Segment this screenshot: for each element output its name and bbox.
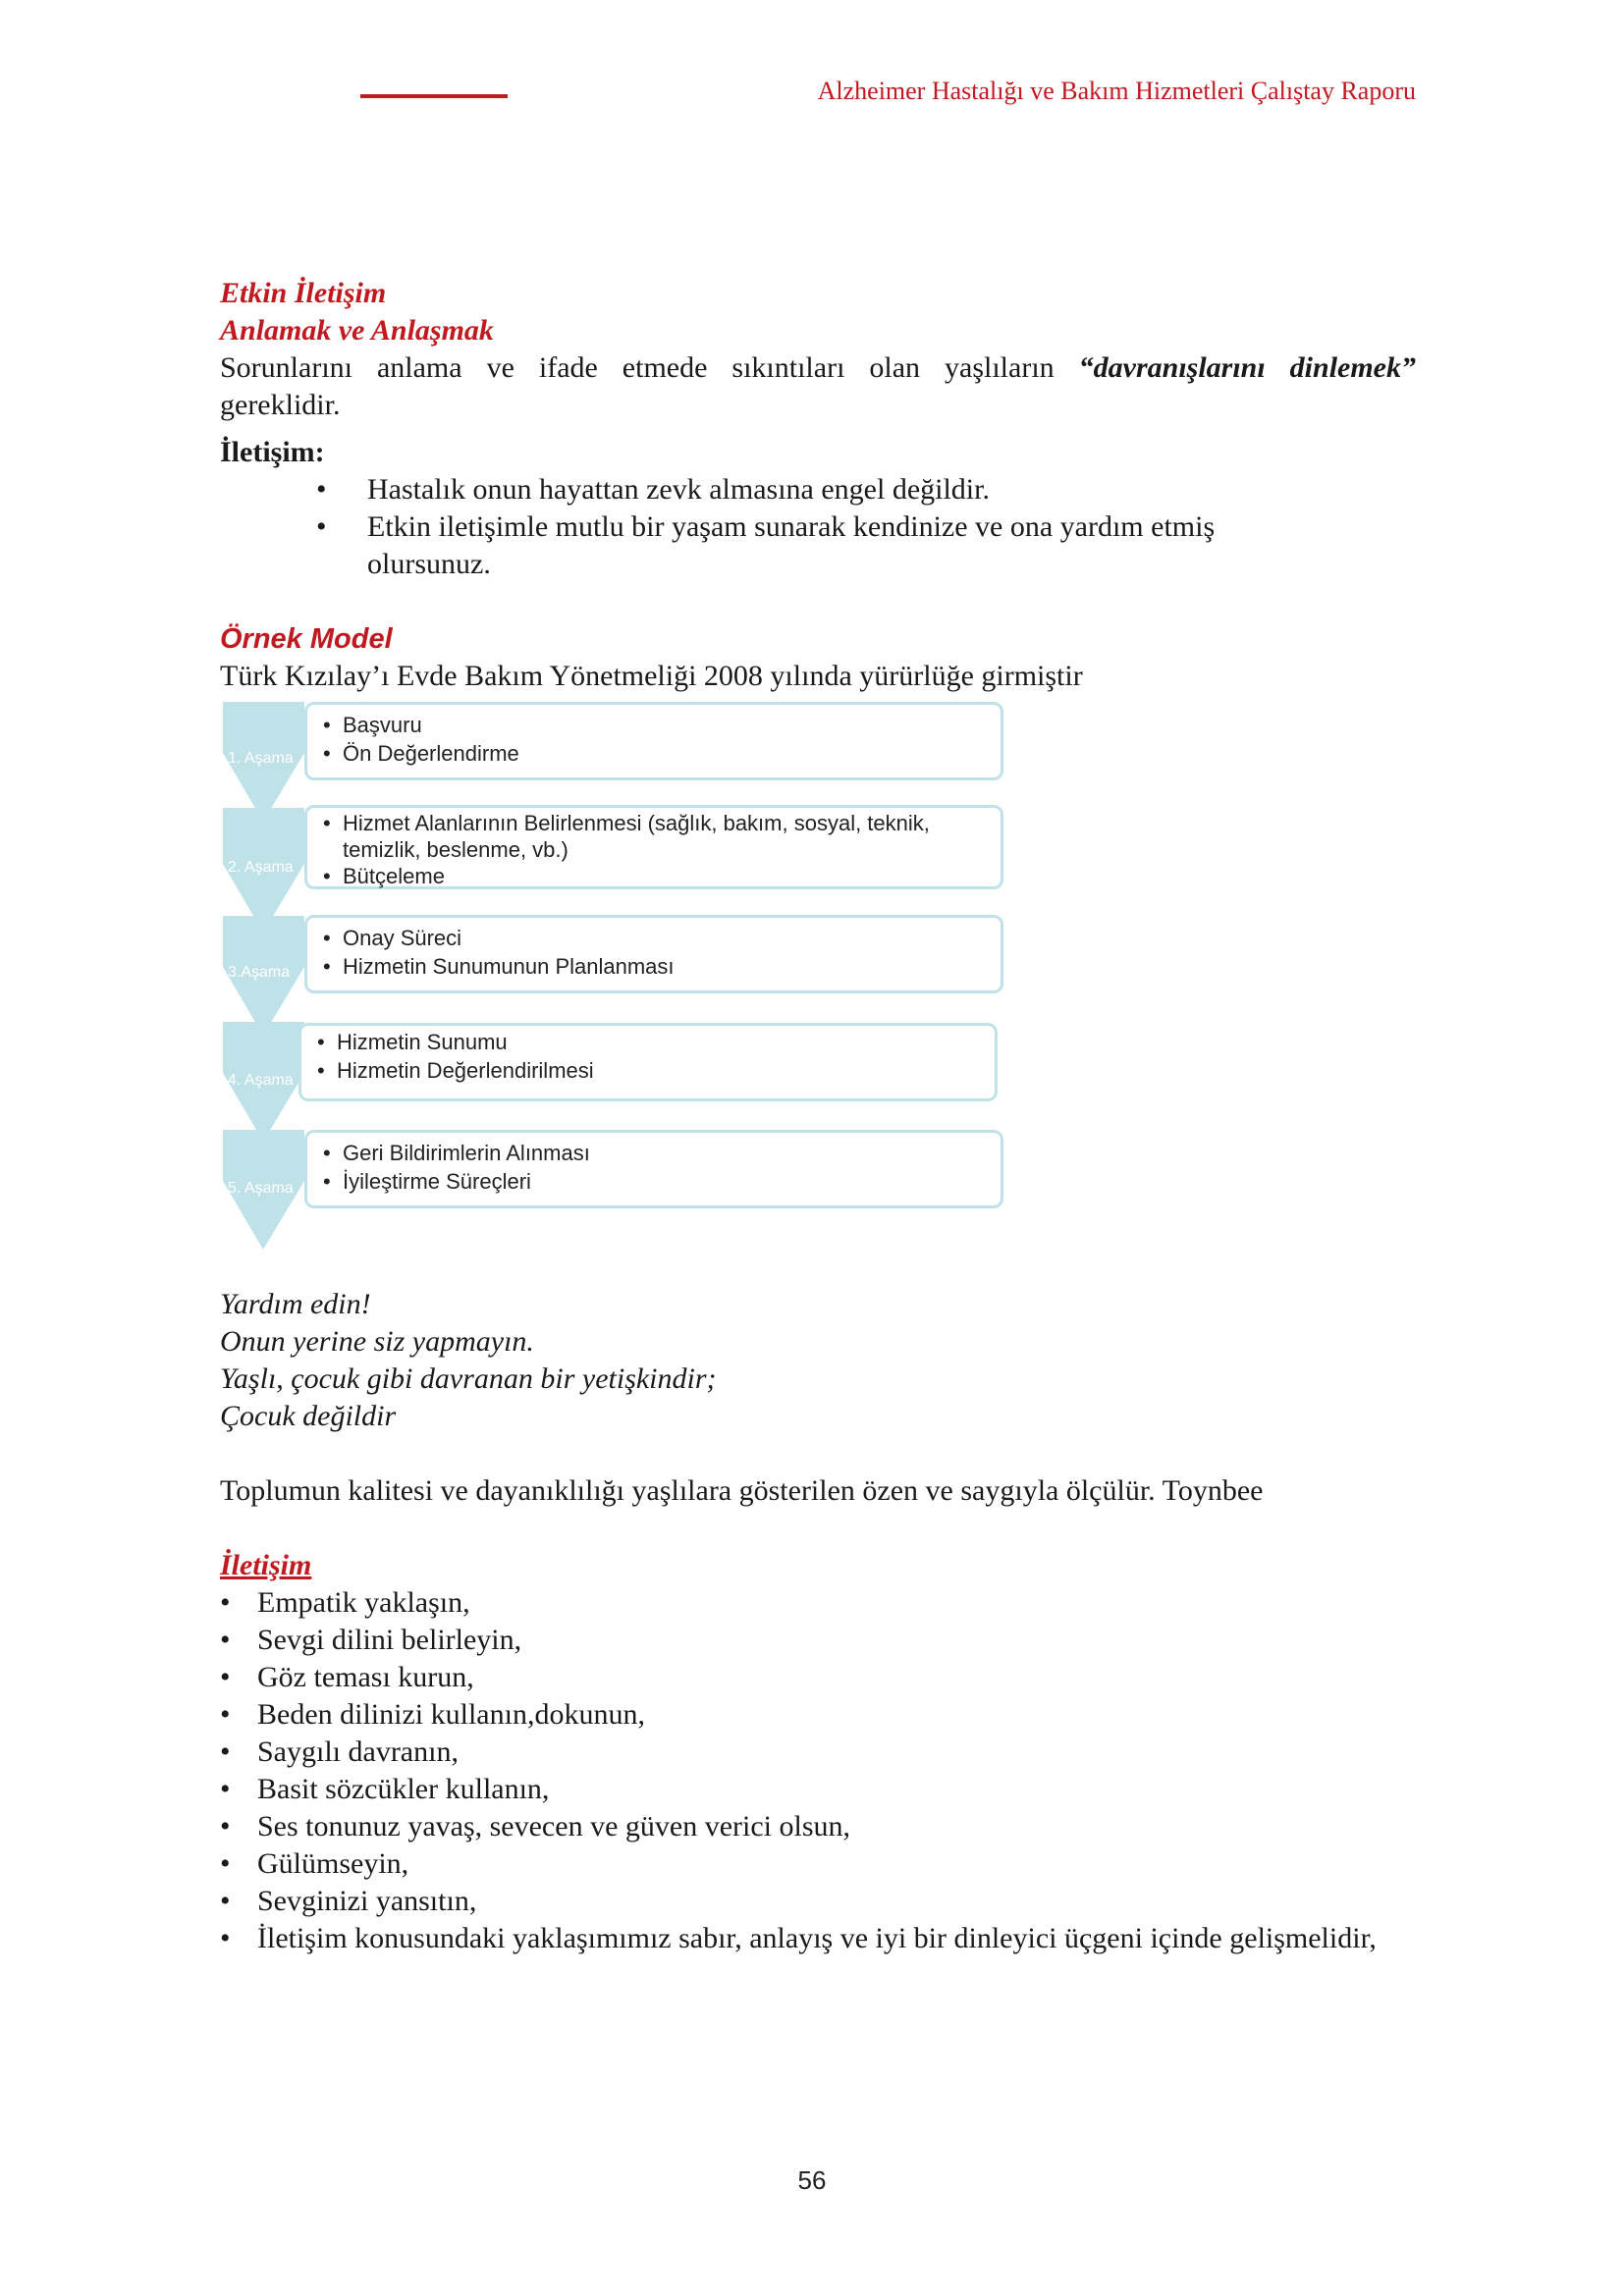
list-item: • İyileştirme Süreçleri — [321, 1167, 987, 1196]
stage-box — [304, 805, 1003, 889]
list-item: • Onay Süreci — [321, 924, 987, 952]
list-item: • Hizmet Alanlarının Belirlenmesi (sağlık, bakım, sosyal, teknik, temizlik, beslenme, vb.) — [321, 810, 987, 863]
list-item: • Göz teması kurun, — [220, 1661, 474, 1693]
iletisim-bullet-list — [220, 471, 1416, 583]
quote-line: Çocuk değildir — [220, 1400, 397, 1432]
lower-content — [220, 1286, 1416, 1957]
list-item: • Beden dilinizi kullanın,dokunun, — [220, 1698, 645, 1731]
quote-line: Yardım edin! — [220, 1288, 371, 1320]
list-item: • Hizmetin Sunumu — [315, 1028, 981, 1056]
label-iletisim: İletişim: — [220, 436, 325, 468]
stage-label: 2. Aşama — [228, 859, 294, 876]
list-item: • Empatik yaklaşın, — [220, 1586, 470, 1619]
iletisim-tips-list — [220, 1584, 1416, 1957]
header-title: Alzheimer Hastalığı ve Bakım Hizmetleri Çalıştay Raporu — [817, 77, 1416, 105]
stage-label: 3.Aşama — [228, 964, 291, 981]
section-subtitle-anlamak: Anlamak ve Anlaşmak — [220, 314, 494, 347]
quote-line: Onun yerine siz yapmayın. — [220, 1325, 534, 1358]
list-item: • Gülümseyin, — [220, 1847, 409, 1880]
list-item: • Sevginizi yansıtın, — [220, 1885, 477, 1917]
toynbee-quote: Toplumun kalitesi ve dayanıklılığı yaşlılara gösterilen özen ve saygıyla ölçülür. Toynbee — [220, 1474, 1264, 1507]
list-item: • Hizmetin Değerlendirilmesi — [315, 1056, 981, 1085]
paragraph-text-end: gereklidir. — [220, 389, 341, 421]
list-item: • Sevgi dilini belirleyin, — [220, 1624, 522, 1656]
stage-box — [304, 915, 1003, 993]
list-item: • Ses tonunuz yavaş, sevecen ve güven verici olsun, — [220, 1810, 850, 1842]
quote-line: Yaşlı, çocuk gibi davranan bir yetişkindir; — [220, 1362, 717, 1395]
list-item: • Basit sözcükler kullanın, — [220, 1773, 550, 1805]
list-item: • Başvuru — [321, 711, 987, 739]
page-number: 56 — [797, 2165, 827, 2195]
section-title-iletisim: İletişim — [220, 1549, 312, 1581]
list-item: • Geri Bildirimlerin Alınması — [321, 1139, 987, 1167]
list-item: • Etkin iletişimle mutlu bir yaşam sunarak kendinize ve ona yardım etmiş olursunuz. — [316, 510, 1216, 580]
list-item: • Hastalık onun hayattan zevk almasına engel değildir. — [316, 473, 990, 506]
list-item: • Saygılı davranın, — [220, 1735, 459, 1768]
header-rule — [360, 94, 508, 98]
ornek-model-intro: Türk Kızılay’ı Evde Bakım Yönetmeliği 2008 yılında yürürlüğe girmiştir — [220, 660, 1083, 692]
process-diagram — [220, 699, 1005, 1258]
list-item: • Bütçeleme — [321, 863, 987, 889]
paragraph-emphasis: “davranışlarını dinlemek” — [1078, 351, 1416, 384]
list-item: • Ön Değerlendirme — [321, 739, 987, 768]
quote-block — [220, 1286, 1416, 1435]
stage-label: 5. Aşama — [228, 1180, 294, 1197]
list-item: • İletişim konusundaki yaklaşımımız sabır, anlayış ve iyi bir dinleyici üçgeni içinde gelişmelidir, — [220, 1922, 1377, 1954]
stage-box — [298, 1023, 998, 1101]
stage-label: 1. Aşama — [228, 750, 294, 767]
stage-box — [304, 1130, 1003, 1208]
main-content — [220, 275, 1416, 695]
section-title-etkin-iletisim: Etkin İletişim — [220, 277, 387, 309]
list-item: • Hizmetin Sunumunun Planlanması — [321, 952, 987, 981]
section-title-ornek-model: Örnek Model — [220, 623, 393, 655]
stage-label: 4. Aşama — [228, 1072, 294, 1089]
stage-box — [304, 702, 1003, 780]
paragraph-dinlemek — [220, 349, 1416, 424]
paragraph-text: Sorunlarını anlama ve ifade etmede sıkıntıları olan yaşlıların — [220, 351, 1079, 384]
